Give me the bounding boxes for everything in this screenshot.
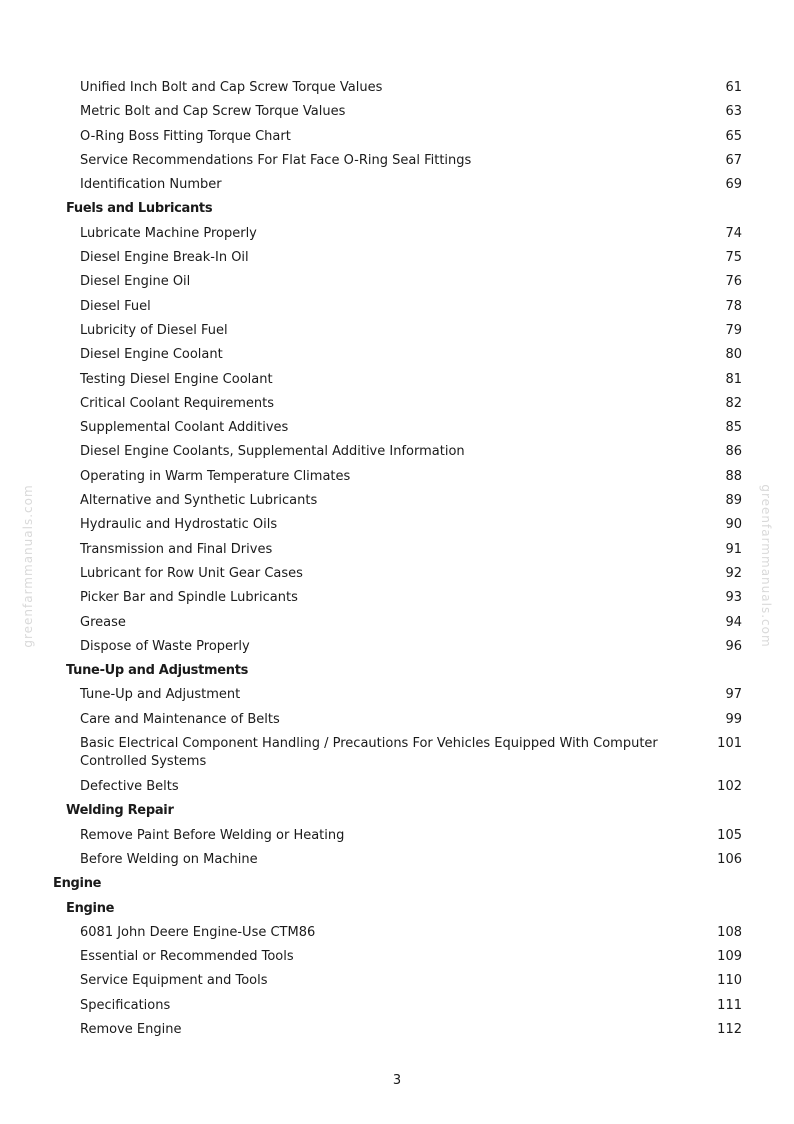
toc-section-heading [0, 659, 794, 683]
toc-entry-title: Diesel Engine Coolants, Supplemental Additive Information [80, 444, 465, 460]
toc-entry-title: Operating in Warm Temperature Climates [80, 468, 351, 484]
toc-entry-title: Unified Inch Bolt and Cap Screw Torque Values [80, 80, 383, 95]
toc-entry[interactable] [0, 173, 794, 197]
toc-entry-title: Lubricity of Diesel Fuel [80, 322, 228, 338]
toc-entry[interactable] [0, 708, 794, 732]
toc-entry-title: Remove Engine [80, 1021, 182, 1037]
toc-entry-page: 106 [717, 851, 742, 867]
toc-entry[interactable] [0, 295, 794, 319]
page-number: 3 [392, 1073, 402, 1088]
toc-entry-page: 110 [717, 973, 742, 989]
toc-section-heading [0, 197, 794, 221]
toc-entry-title: Diesel Engine Coolant [80, 347, 223, 363]
toc-entry[interactable] [0, 824, 794, 848]
toc-entry-page: 75 [725, 250, 742, 266]
toc-entry-page: 112 [717, 1021, 742, 1037]
toc-entry-title: Engine [53, 876, 102, 892]
toc-entry[interactable] [0, 921, 794, 945]
toc-entry[interactable] [0, 440, 794, 464]
toc-entry-page: 91 [725, 541, 742, 557]
toc-entry-page: 92 [725, 565, 742, 581]
toc-entry[interactable] [0, 125, 794, 149]
toc-entry-page: 111 [717, 997, 742, 1013]
toc-entry-page: 93 [725, 590, 742, 606]
toc-entry-page: 80 [725, 347, 742, 363]
toc-entry-page: 102 [717, 779, 742, 795]
toc-entry-title: Picker Bar and Spindle Lubricants [80, 590, 298, 606]
toc-entry[interactable] [0, 562, 794, 586]
toc-entry-title: Essential or Recommended Tools [80, 949, 294, 965]
toc-entry-page: 99 [725, 711, 742, 727]
toc-entry-title: Identification Number [80, 177, 222, 193]
toc-entry-title: Basic Electrical Component Handling / Precautions For Vehicles Equipped With Computer Controlled Systems [80, 736, 658, 770]
toc-entry[interactable] [0, 246, 794, 270]
toc-entry-title: Grease [80, 614, 126, 630]
toc-entry-page: 82 [725, 395, 742, 411]
toc-entry-page: 78 [725, 298, 742, 314]
toc-entry[interactable] [0, 343, 794, 367]
toc-entry-title: Care and Maintenance of Belts [80, 711, 280, 727]
toc-entry[interactable] [0, 392, 794, 416]
toc-entry-page: 81 [725, 371, 742, 387]
toc-entry-title: Alternative and Synthetic Lubricants [80, 493, 318, 509]
toc-entry-title: Before Welding on Machine [80, 851, 258, 867]
toc-entry-title: Service Recommendations For Flat Face O-Ring Seal Fittings [80, 152, 472, 168]
toc-entry-title: Service Equipment and Tools [80, 973, 268, 989]
toc-entry-title: Metric Bolt and Cap Screw Torque Values [80, 104, 346, 120]
toc-entry-title: O-Ring Boss Fitting Torque Chart [80, 128, 291, 144]
toc-entry-page: 94 [725, 614, 742, 630]
toc-entry[interactable] [0, 416, 794, 440]
toc-entry[interactable] [0, 368, 794, 392]
toc-entry-title: Transmission and Final Drives [80, 541, 273, 557]
toc-entry-title: Critical Coolant Requirements [80, 395, 275, 411]
toc-entry[interactable] [0, 586, 794, 610]
toc-entry[interactable] [0, 732, 794, 775]
toc-entry-page: 88 [725, 468, 742, 484]
toc-entry-title: Dispose of Waste Properly [80, 638, 250, 654]
toc-entry-page: 89 [725, 493, 742, 509]
toc-section-heading [0, 897, 794, 921]
toc-entry-page: 108 [717, 924, 742, 940]
toc-entry-title: Testing Diesel Engine Coolant [80, 371, 273, 387]
toc-entry[interactable] [0, 222, 794, 246]
toc-entry-title: Diesel Fuel [80, 298, 151, 314]
toc-entry[interactable] [0, 465, 794, 489]
toc-section-heading [0, 799, 794, 823]
toc-entry-page: 105 [717, 827, 742, 843]
toc-entry-page: 67 [725, 152, 742, 168]
toc-entry-page: 63 [725, 104, 742, 120]
toc-entry-title: Lubricate Machine Properly [80, 225, 257, 241]
toc-entry[interactable] [0, 319, 794, 343]
toc-entry-title: Fuels and Lubricants [66, 201, 213, 217]
toc-entry-page: 86 [725, 444, 742, 460]
toc-entry-title: Supplemental Coolant Additives [80, 420, 289, 436]
toc-entry-title: Hydraulic and Hydrostatic Oils [80, 517, 278, 533]
toc-entry-page: 101 [717, 736, 742, 752]
watermark-right: greenfarmmanuals.com [759, 484, 773, 648]
toc-entry-page: 90 [725, 517, 742, 533]
toc-entry[interactable] [0, 635, 794, 659]
toc-entry[interactable] [0, 611, 794, 635]
toc-entry-page: 96 [725, 638, 742, 654]
watermark-left: greenfarmmanuals.com [21, 484, 35, 648]
toc-entry-page: 69 [725, 177, 742, 193]
toc-entry-title: Welding Repair [66, 803, 174, 819]
toc-entry[interactable] [0, 848, 794, 872]
toc-entry-title: Lubricant for Row Unit Gear Cases [80, 565, 303, 581]
toc-entry[interactable] [0, 149, 794, 173]
toc-entry[interactable] [0, 994, 794, 1018]
table-of-contents [0, 76, 794, 1042]
toc-entry[interactable] [0, 538, 794, 562]
toc-entry-title: Diesel Engine Oil [80, 274, 191, 290]
toc-entry-title: Specifications [80, 997, 171, 1013]
toc-entry-page: 109 [717, 949, 742, 965]
toc-entry[interactable] [0, 775, 794, 799]
toc-entry-page: 74 [725, 225, 742, 241]
toc-entry-page: 76 [725, 274, 742, 290]
toc-entry-page: 61 [725, 80, 742, 95]
toc-entry-page: 65 [725, 128, 742, 144]
toc-entry[interactable] [0, 76, 794, 100]
toc-entry-page: 97 [725, 687, 742, 703]
toc-entry[interactable] [0, 270, 794, 294]
toc-entry[interactable] [0, 969, 794, 993]
toc-entry-title: Tune-Up and Adjustment [80, 687, 241, 703]
toc-entry-title: Diesel Engine Break-In Oil [80, 250, 249, 266]
toc-entry[interactable] [0, 513, 794, 537]
toc-entry[interactable] [0, 489, 794, 513]
toc-entry-page: 85 [725, 420, 742, 436]
toc-entry[interactable] [0, 683, 794, 707]
toc-entry-title: Defective Belts [80, 779, 179, 795]
toc-entry-title: Remove Paint Before Welding or Heating [80, 827, 345, 843]
toc-entry-title: Engine [66, 900, 115, 916]
toc-entry-title: Tune-Up and Adjustments [66, 663, 249, 679]
toc-entry-title: 6081 John Deere Engine-Use CTM86 [80, 924, 316, 940]
toc-entry-page: 79 [725, 322, 742, 338]
toc-section-heading [0, 872, 794, 896]
toc-entry[interactable] [0, 945, 794, 969]
toc-entry[interactable] [0, 100, 794, 124]
toc-entry[interactable] [0, 1018, 794, 1042]
